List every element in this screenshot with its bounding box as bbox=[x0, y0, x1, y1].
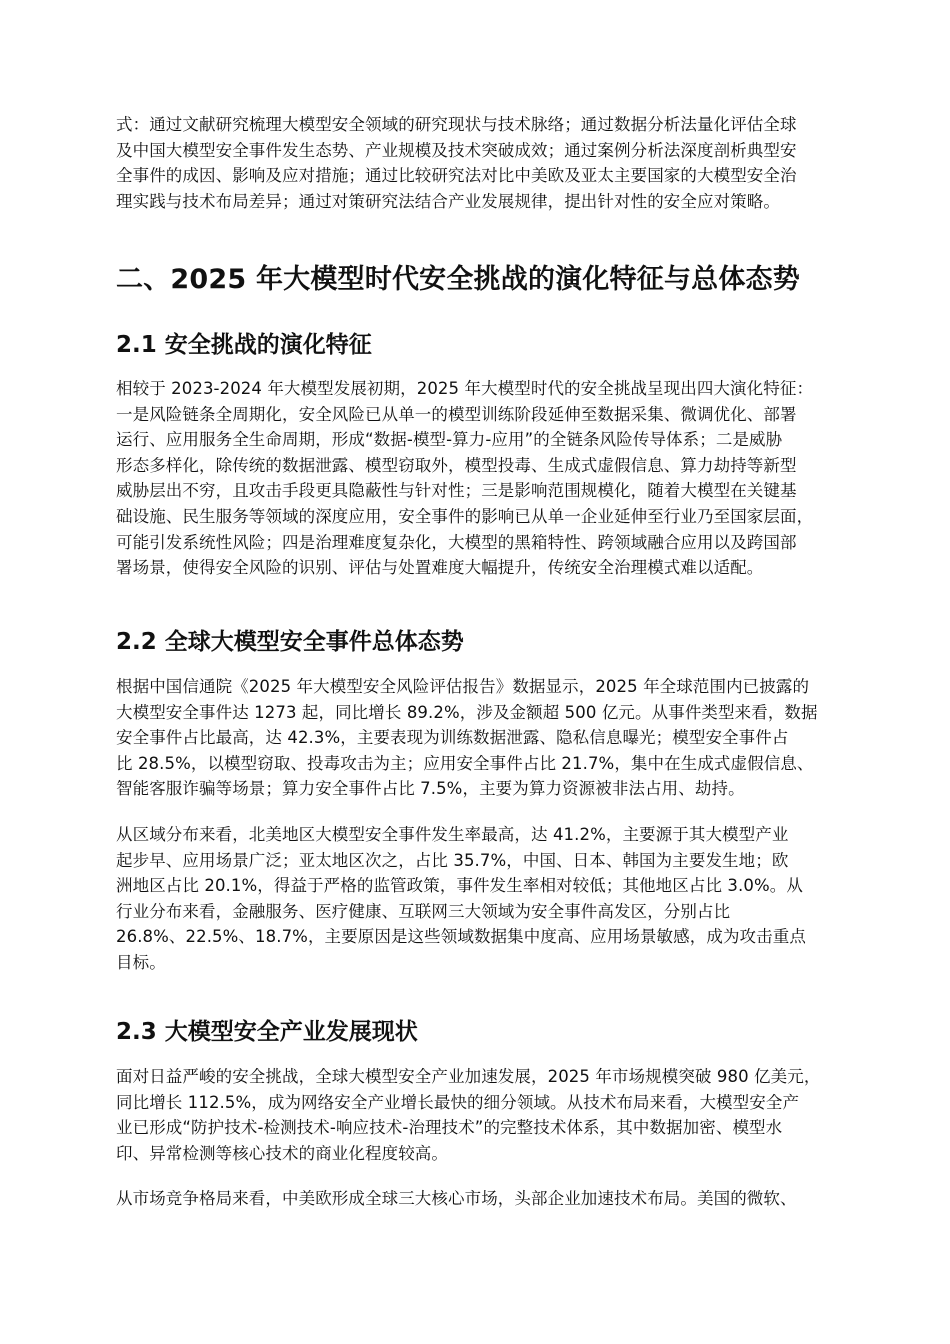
text-line: 础设施、民生服务等领域的深度应用，安全事件的影响已从单一企业延伸至行业乃至国家层面， bbox=[116, 506, 814, 526]
text-line: 业已形成“防护技术-检测技术-响应技术-治理技术”的完整技术体系，其中数据加密、模型水 bbox=[116, 1118, 783, 1138]
text-line: 从市场竞争格局来看，中美欧形成全球三大核心市场，头部企业加速技术布局。美国的微软、 bbox=[116, 1189, 797, 1208]
text-line: 从区域分布来看，北美地区大模型安全事件发生率最高，达 41.2%，主要源于其大模型产业 bbox=[116, 825, 789, 844]
section-2-1-paragraph bbox=[116, 376, 813, 581]
text-line: 智能客服诈骗等场景；算力安全事件占比 7.5%，主要为算力资源被非法占用、劫持。 bbox=[116, 779, 745, 799]
section-2-2-heading: 2.2 全球大模型安全事件总体态势 bbox=[116, 629, 464, 655]
text-line: 可能引发系统性风险；四是治理难度复杂化，大模型的黑箱特性、跨领域融合应用以及跨国部 bbox=[116, 532, 797, 552]
text-line: 洲地区占比 20.1%，得益于严格的监管政策，事件发生率相对较低；其他地区占比 3.0%。从 bbox=[116, 876, 803, 896]
text-line: 式：通过文献研究梳理大模型安全领域的研究现状与技术脉络；通过数据分析法量化评估全球 bbox=[116, 115, 797, 134]
text-line: 26.8%、22.5%、18.7%，主要原因是这些领域数据集中度高、应用场景敏感，成为攻击重点 bbox=[116, 927, 806, 947]
text-line: 一是风险链条全周期化，安全风险已从单一的模型训练阶段延伸至数据采集、微调优化、部署 bbox=[116, 404, 797, 424]
text-line: 威胁层出不穷，且攻击手段更具隐蔽性与针对性；三是影响范围规模化，随着大模型在关键基 bbox=[116, 481, 797, 501]
intro-paragraph bbox=[116, 112, 797, 214]
text-line: 大模型安全事件达 1273 起，同比增长 89.2%，涉及金额超 500 亿元。从事件类型来看，数据 bbox=[116, 702, 818, 722]
text-line: 面对日益严峻的安全挑战，全球大模型安全产业加速发展，2025 年市场规模突破 980 亿美元， bbox=[116, 1067, 821, 1086]
text-line: 根据中国信通院《2025 年大模型安全风险评估报告》数据显示，2025 年全球范围内已披露的 bbox=[116, 677, 810, 696]
text-line: 行业分布来看，金融服务、医疗健康、互联网三大领域为安全事件高发区，分别占比 bbox=[116, 901, 731, 921]
text-line: 比 28.5%，以模型窃取、投毒攻击为主；应用安全事件占比 21.7%，集中在生成式虚假信息、 bbox=[116, 753, 814, 773]
text-line: 及中国大模型安全事件发生态势、产业规模及技术突破成效；通过案例分析法深度剖析典型安 bbox=[116, 140, 797, 160]
section-2-3-heading: 2.3 大模型安全产业发展现状 bbox=[116, 1019, 418, 1045]
text-line: 印、异常检测等核心技术的商业化程度较高。 bbox=[116, 1143, 448, 1163]
section-2-2-paragraph-1 bbox=[116, 674, 818, 802]
section-2-1-heading: 2.1 安全挑战的演化特征 bbox=[116, 332, 372, 358]
text-line: 全事件的成因、影响及应对措施；通过比较研究法对比中美欧及亚太主要国家的大模型安全治 bbox=[116, 166, 797, 186]
text-line: 运行、应用服务全生命周期，形成“数据-模型-算力-应用”的全链条风险传导体系；二是威胁 bbox=[116, 430, 783, 450]
text-line: 安全事件占比最高，达 42.3%，主要表现为训练数据泄露、隐私信息曝光；模型安全事件占 bbox=[116, 728, 789, 748]
text-line: 相较于 2023-2024 年大模型发展初期，2025 年大模型时代的安全挑战呈现出四大演化特征： bbox=[116, 379, 814, 398]
text-line: 形态多样化，除传统的数据泄露、模型窃取外，模型投毒、生成式虚假信息、算力劫持等新型 bbox=[116, 455, 797, 475]
text-line: 同比增长 112.5%，成为网络安全产业增长最快的细分领域。从技术布局来看，大模型安全产 bbox=[116, 1092, 800, 1112]
section-2-3-paragraph-2 bbox=[116, 1186, 797, 1212]
text-line: 起步早、应用场景广泛；亚太地区次之，占比 35.7%，中国、日本、韩国为主要发生地；欧 bbox=[116, 850, 789, 870]
section-2-3-paragraph-1 bbox=[116, 1064, 820, 1166]
section-2-2-paragraph-2 bbox=[116, 822, 806, 976]
text-line: 理实践与技术布局差异；通过对策研究法结合产业发展规律，提出针对性的安全应对策略。 bbox=[116, 191, 780, 211]
text-line: 署场景，使得安全风险的识别、评估与处置难度大幅提升，传统安全治理模式难以适配。 bbox=[116, 558, 764, 578]
text-line: 目标。 bbox=[116, 952, 166, 972]
section-2-heading: 二、2025 年大模型时代安全挑战的演化特征与总体态势 bbox=[116, 264, 800, 295]
